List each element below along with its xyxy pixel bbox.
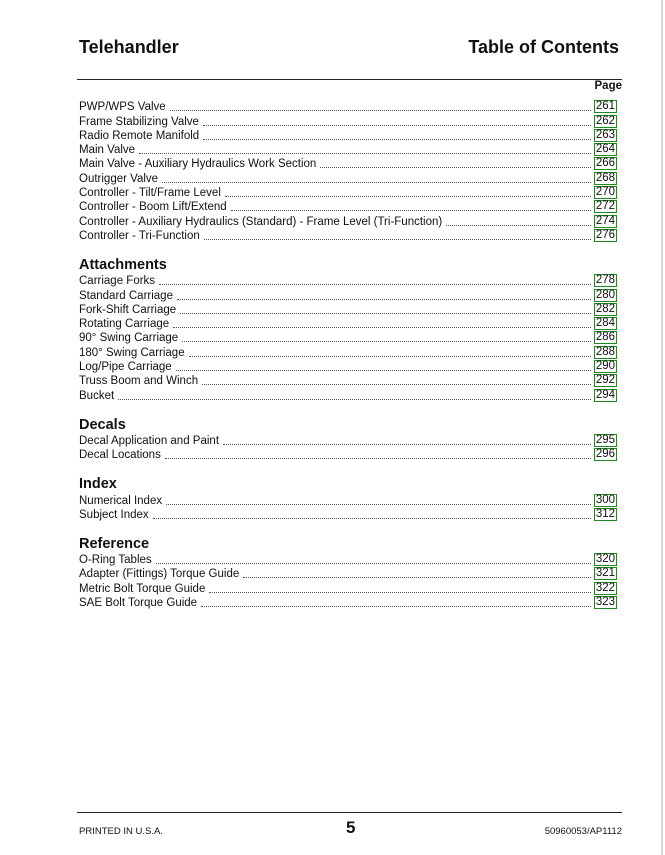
toc-entry-label: Controller - Tilt/Frame Level — [79, 187, 221, 200]
toc-entry-label: Carriage Forks — [79, 275, 156, 288]
dot-leader — [225, 195, 591, 197]
page-link[interactable]: 295 — [595, 433, 615, 446]
toc-entry-label: Outrigger Valve — [79, 172, 159, 185]
page-link[interactable]: 300 — [595, 493, 615, 506]
page-link[interactable]: 270 — [595, 186, 615, 199]
toc-entry-label: 90° Swing Carriage — [79, 332, 179, 345]
page-link[interactable]: 294 — [595, 388, 615, 401]
toc-entry[interactable] — [79, 229, 617, 243]
toc-entry[interactable] — [79, 374, 617, 388]
page-column-header: Page — [594, 80, 622, 92]
table-of-contents — [79, 100, 617, 624]
dot-leader — [170, 109, 591, 111]
dot-leader — [173, 326, 591, 328]
toc-entry-label: Numerical Index — [79, 494, 163, 507]
dot-leader — [204, 238, 591, 240]
page-link[interactable]: 272 — [595, 200, 615, 213]
section-heading: Attachments — [79, 256, 167, 273]
toc-entry[interactable] — [79, 214, 617, 228]
toc-entry-label: Controller - Auxiliary Hydraulics (Standard) - Frame Level (Tri-Function) — [79, 215, 443, 228]
dot-leader — [203, 138, 591, 140]
page-edge-shadow — [661, 0, 663, 855]
dot-leader — [189, 355, 591, 357]
toc-entry[interactable] — [79, 331, 617, 345]
toc-entry-label: 180° Swing Carriage — [79, 346, 185, 359]
page-link[interactable]: 296 — [595, 448, 615, 461]
dot-leader — [446, 224, 591, 226]
toc-entry-label: Main Valve - Auxiliary Hydraulics Work Section — [79, 158, 317, 171]
page-link[interactable]: 278 — [595, 274, 615, 287]
dot-leader — [159, 283, 591, 285]
footer-print-note: PRINTED IN U.S.A. — [79, 826, 163, 837]
dot-leader — [203, 124, 591, 126]
toc-entry-label: Metric Bolt Torque Guide — [79, 582, 206, 595]
header-divider — [77, 79, 622, 80]
toc-entry[interactable] — [79, 157, 617, 171]
toc-entry[interactable] — [79, 317, 617, 331]
document-title: Telehandler — [79, 37, 179, 57]
toc-entry-label: Standard Carriage — [79, 289, 173, 302]
toc-entry[interactable] — [79, 388, 617, 402]
toc-entry-label: Decal Locations — [79, 449, 161, 462]
toc-entry-label: Radio Remote Manifold — [79, 129, 200, 142]
toc-section — [79, 417, 617, 463]
toc-entry[interactable] — [79, 114, 617, 128]
toc-entry-label: PWP/WPS Valve — [79, 101, 166, 114]
dot-leader — [162, 181, 591, 183]
page-link[interactable]: 290 — [595, 360, 615, 373]
dot-leader — [177, 298, 591, 300]
dot-leader — [201, 605, 591, 607]
page-link[interactable]: 321 — [595, 567, 615, 580]
toc-entry[interactable] — [79, 493, 617, 507]
section-heading: Decals — [79, 416, 126, 433]
dot-leader — [182, 340, 591, 342]
dot-leader — [139, 152, 591, 154]
page-link[interactable]: 286 — [595, 331, 615, 344]
page-link[interactable]: 262 — [595, 114, 615, 127]
toc-entry[interactable] — [79, 129, 617, 143]
toc-entry-label: O-Ring Tables — [79, 554, 152, 567]
toc-section — [79, 257, 617, 403]
toc-entry-label: SAE Bolt Torque Guide — [79, 597, 198, 610]
toc-entry[interactable] — [79, 303, 617, 317]
toc-entry[interactable] — [79, 274, 617, 288]
page-link[interactable]: 323 — [595, 596, 615, 609]
footer-divider — [77, 812, 622, 813]
page-link[interactable]: 312 — [595, 507, 615, 520]
toc-entry[interactable] — [79, 288, 617, 302]
dot-leader — [165, 457, 591, 459]
page-link[interactable]: 320 — [595, 553, 615, 566]
toc-entry-label: Fork-Shift Carriage — [79, 303, 177, 316]
dot-leader — [156, 562, 591, 564]
page-link[interactable]: 274 — [595, 214, 615, 227]
toc-section — [79, 476, 617, 522]
page-link[interactable]: 322 — [595, 581, 615, 594]
dot-leader — [202, 383, 591, 385]
toc-entry[interactable] — [79, 100, 617, 114]
toc-entry-label: Rotating Carriage — [79, 318, 170, 331]
toc-entry[interactable] — [79, 200, 617, 214]
dot-leader — [231, 209, 591, 211]
toc-entry-label: Truss Boom and Winch — [79, 375, 199, 388]
dot-leader — [223, 443, 591, 445]
toc-entry[interactable] — [79, 553, 617, 567]
dot-leader — [320, 166, 590, 168]
dot-leader — [180, 312, 591, 314]
toc-entry-label: Decal Application and Paint — [79, 434, 220, 447]
toc-entry-label: Bucket — [79, 389, 115, 402]
page-link[interactable]: 276 — [595, 228, 615, 241]
dot-leader — [118, 398, 591, 400]
toc-entry[interactable] — [79, 596, 617, 610]
toc-entry[interactable] — [79, 434, 617, 448]
page-link[interactable]: 261 — [595, 100, 615, 113]
page-link[interactable]: 263 — [595, 128, 615, 141]
page-link[interactable]: 280 — [595, 288, 615, 301]
page-link[interactable]: 284 — [595, 317, 615, 330]
section-heading: Index — [79, 476, 117, 493]
toc-entry[interactable] — [79, 448, 617, 462]
section-heading: Reference — [79, 535, 150, 552]
toc-entry[interactable] — [79, 581, 617, 595]
page-title: Table of Contents — [468, 37, 619, 57]
toc-entry-label: Frame Stabilizing Valve — [79, 115, 199, 128]
dot-leader — [243, 576, 591, 578]
toc-entry[interactable] — [79, 345, 617, 359]
page-link[interactable]: 264 — [595, 143, 615, 156]
toc-entry[interactable] — [79, 508, 617, 522]
page-link[interactable]: 266 — [595, 157, 615, 170]
dot-leader — [166, 503, 591, 505]
toc-entry[interactable] — [79, 171, 617, 185]
dot-leader — [209, 591, 590, 593]
toc-entry[interactable] — [79, 360, 617, 374]
toc-entry-label: Controller - Tri-Function — [79, 229, 200, 242]
footer-page-number: 5 — [346, 818, 356, 837]
page-link[interactable]: 268 — [595, 171, 615, 184]
footer-document-code: 50960053/AP1112 — [544, 826, 622, 837]
page-link[interactable]: 282 — [595, 302, 615, 315]
toc-entry-label: Subject Index — [79, 508, 149, 521]
toc-entry-label: Main Valve — [79, 144, 136, 157]
page-link[interactable]: 288 — [595, 345, 615, 358]
dot-leader — [176, 369, 591, 371]
toc-entry[interactable] — [79, 143, 617, 157]
toc-entry[interactable] — [79, 186, 617, 200]
toc-section — [79, 536, 617, 610]
dot-leader — [153, 517, 591, 519]
toc-entry[interactable] — [79, 567, 617, 581]
toc-entry-label: Controller - Boom Lift/Extend — [79, 201, 227, 214]
toc-section — [79, 100, 617, 243]
toc-entry-label: Adapter (Fittings) Torque Guide — [79, 568, 240, 581]
page-link[interactable]: 292 — [595, 374, 615, 387]
toc-entry-label: Log/Pipe Carriage — [79, 361, 172, 374]
